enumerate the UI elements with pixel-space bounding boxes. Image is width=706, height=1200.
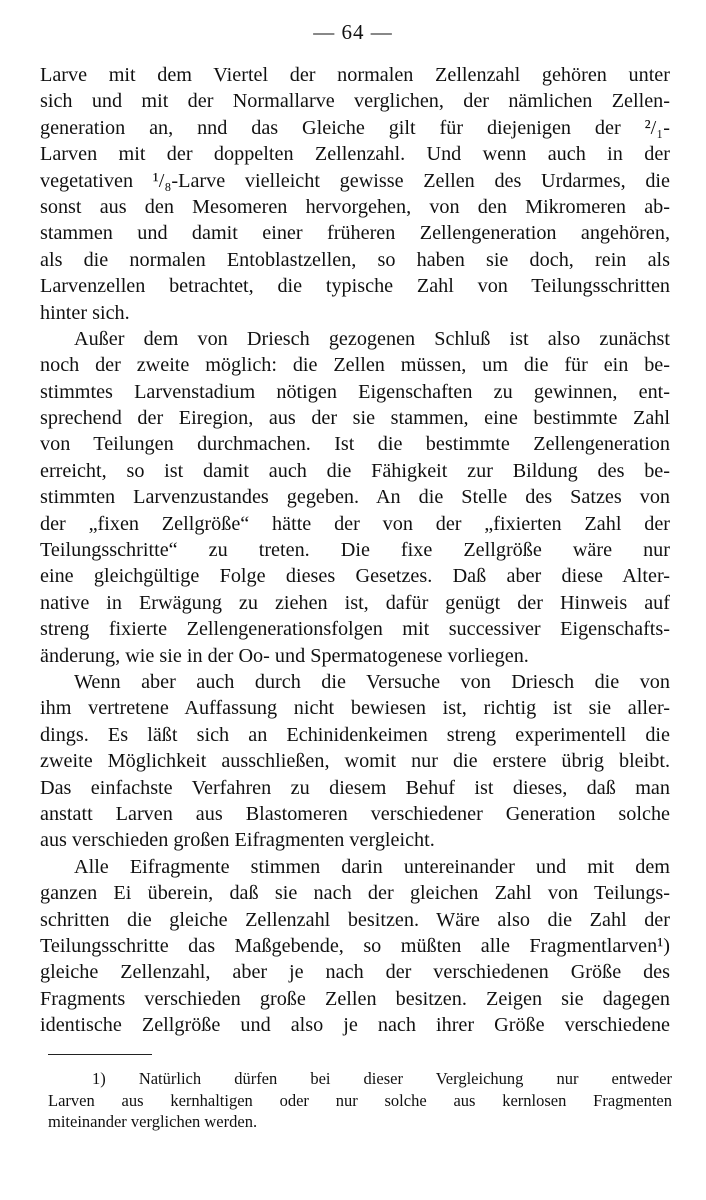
text-line: streng fixierte Zellengenerationsfolgen mit successiver Eigenschafts-: [40, 618, 670, 641]
page-number: — 64 —: [313, 20, 393, 44]
text-line: Teilungsschritte“ zu treten. Die fixe Zellgröße wäre nur: [40, 539, 670, 562]
paragraph-start-line: Alle Eifragmente stimmen darin untereinander und mit dem: [74, 855, 670, 878]
text-line: Larven mit der doppelten Zellenzahl. Und wenn auch in der: [40, 143, 670, 166]
text-line: von Teilungen durchmachen. Ist die bestimmte Zellengeneration: [40, 433, 670, 456]
text-line: erreicht, so ist damit auch die Fähigkeit zur Bildung des be-: [40, 459, 670, 482]
paragraph-start-line: Wenn aber auch durch die Versuche von Driesch die von: [74, 670, 670, 693]
paragraph-end-line: änderung, wie sie in der Oo- und Spermatogenese vorliegen.: [40, 644, 529, 667]
text-line: eine gleichgültige Folge dieses Gesetzes. Daß aber diese Alter-: [40, 565, 670, 588]
text-line: sprechend der Eiregion, aus der sie stammen, eine bestimmte Zahl: [40, 407, 670, 430]
text-line: schritten die gleiche Zellenzahl besitzen. Wäre also die Zahl der: [40, 908, 670, 931]
text-line: gleiche Zellenzahl, aber je nach der verschiedenen Größe des: [40, 961, 670, 984]
paragraph-start-line: Außer dem von Driesch gezogenen Schluß ist also zunächst: [74, 327, 670, 350]
text-line: Larvenzellen betrachtet, die typische Zahl von Teilungsschritten: [40, 275, 670, 298]
text-line: Teilungsschritte das Maßgebende, so müßten alle Fragmentlarven¹): [40, 934, 670, 957]
text-line: anstatt Larven aus Blastomeren verschiedener Generation solche: [40, 802, 670, 825]
paragraph-end-line: hinter sich.: [40, 301, 130, 324]
text-line: ihm vertretene Auffassung nicht bewiesen ist, richtig ist sie aller-: [40, 697, 670, 720]
footnote-separator: [48, 1054, 152, 1055]
text-line: zweite Möglichkeit ausschließen, womit nur die erstere übrig bleibt.: [40, 750, 670, 773]
text-line: vegetativen ¹/₈-Larve vielleicht gewisse Zellen des Urdarmes, die: [40, 169, 670, 192]
text-line: noch der zweite möglich: die Zellen müssen, um die für ein be-: [40, 354, 670, 377]
paragraph-end-line: aus verschieden großen Eifragmenten vergleicht.: [40, 829, 435, 852]
text-line: native in Erwägung zu ziehen ist, dafür genügt der Hinweis auf: [40, 591, 670, 614]
text-line: identische Zellgröße und also je nach ihrer Größe verschiedene: [40, 1014, 670, 1037]
text-line: stammen und damit einer früheren Zellengeneration angehören,: [40, 222, 670, 245]
footnote: [48, 1068, 672, 1133]
text-line: der „fixen Zellgröße“ hätte der von der „fixierten Zahl der: [40, 512, 670, 535]
text-line: Das einfachste Verfahren zu diesem Behuf ist dieses, daß man: [40, 776, 670, 799]
text-line: ganzen Ei überein, daß sie nach der gleichen Zahl von Teilungs-: [40, 882, 670, 905]
text-line: sich und mit der Normallarve verglichen, der nämlichen Zellen-: [40, 90, 670, 113]
text-line: stimmten Larvenzustandes gegeben. An die Stelle des Satzes von: [40, 486, 670, 509]
text-line: Fragments verschieden große Zellen besitzen. Zeigen sie dagegen: [40, 987, 670, 1010]
text-line: stimmtes Larvenstadium nötigen Eigenschaften zu gewinnen, ent-: [40, 380, 670, 403]
text-line: sonst aus den Mesomeren hervorgehen, von den Mikromeren ab-: [40, 195, 670, 218]
footnote-line: miteinander verglichen werden.: [48, 1112, 258, 1131]
footnote-line: 1) Natürlich dürfen bei dieser Vergleichung nur entweder: [92, 1069, 672, 1088]
footnote-line: Larven aus kernhaltigen oder nur solche aus kernlosen Fragmenten: [48, 1090, 672, 1110]
body-text: [40, 62, 670, 1038]
text-line: generation an, nnd das Gleiche gilt für diejenigen der ²/₁-: [40, 116, 670, 139]
text-line: als die normalen Entoblastzellen, so haben sie doch, rein als: [40, 248, 670, 271]
text-line: Larve mit dem Viertel der normalen Zellenzahl gehören unter: [40, 64, 670, 86]
text-line: dings. Es läßt sich an Echinidenkeimen streng experimentell die: [40, 723, 670, 746]
